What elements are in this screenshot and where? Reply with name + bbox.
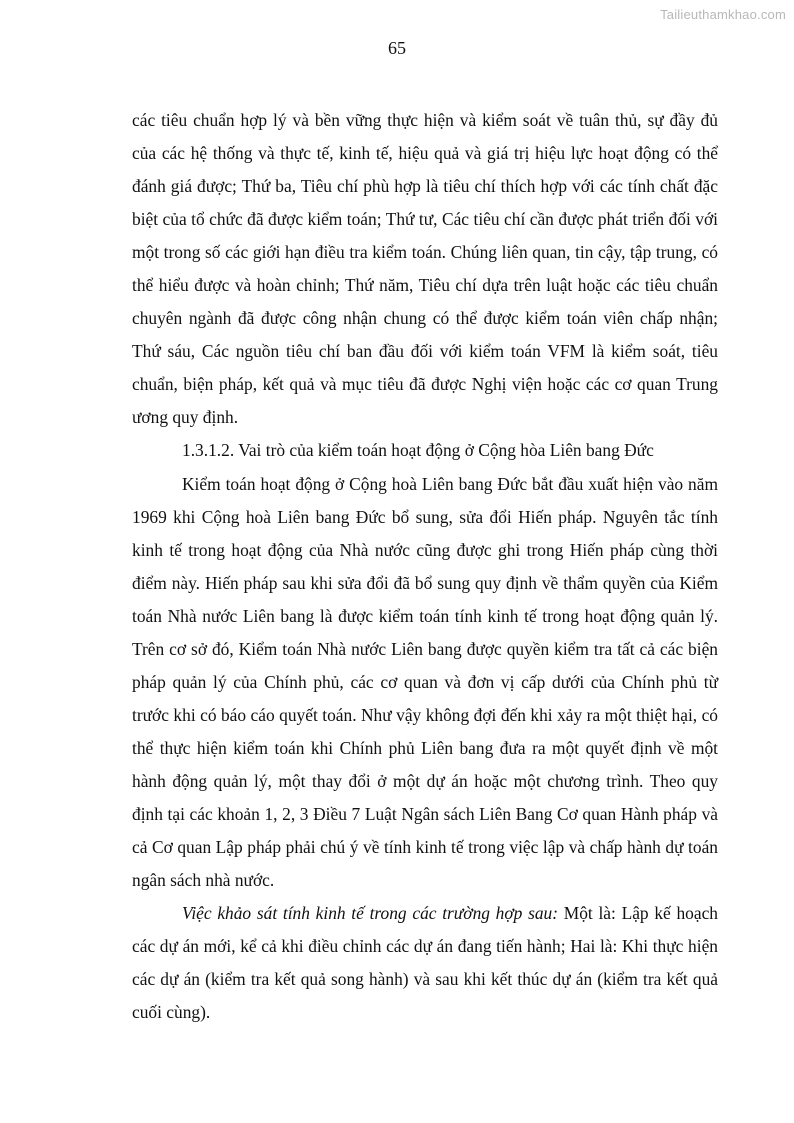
watermark-text: Tailieuthamkhao.com [660, 7, 786, 22]
document-body [132, 104, 718, 1029]
paragraph-criteria: các tiêu chuẩn hợp lý và bền vững thực hiện và kiểm soát về tuân thủ, sự đầy đủ của các hệ thống và thực tế, kinh tế, hiệu quả và giá trị hiệu lực hoạt động có thể đánh giá được; Thứ ba, Tiêu chí phù hợp là tiêu chí thích hợp với các tính chất đặc biệt của tổ chức đã được kiểm toán; Thứ tư, Các tiêu chí cần được phát triển đối với một trong số các giới hạn điều tra kiểm toán. Chúng liên quan, tin cậy, tập trung, có thể hiểu được và hoàn chỉnh; Thứ năm, Tiêu chí dựa trên luật hoặc các tiêu chuẩn chuyên ngành đã được công nhận chung có thể được kiểm toán viên chấp nhận; Thứ sáu, Các nguồn tiêu chí ban đầu đối với kiểm toán VFM là kiểm soát, tiêu chuẩn, biện pháp, kết quả và mục tiêu đã được Nghị viện hoặc các cơ quan Trung ương quy định. [132, 110, 718, 428]
paragraph-remainder: Một là: Lập kế hoạch các dự án mới, kể cả khi điều chỉnh các dự án đang tiến hành; Hai là: Khi thực hiện các dự án (kiểm tra kết quả song hành) và sau khi kết thúc dự án (kiểm tra kết quả cuối cùng). [132, 903, 718, 1023]
paragraph-germany-audit: Kiểm toán hoạt động ở Cộng hoà Liên bang Đức bắt đầu xuất hiện vào năm 1969 khi Cộng hoà Liên bang Đức bổ sung, sửa đổi Hiến pháp. Nguyên tắc tính kinh tế trong hoạt động của Nhà nước cũng được ghi trong Hiến pháp cùng thời điểm này. Hiến pháp sau khi sửa đổi đã bổ sung quy định về thẩm quyền của Kiểm toán Nhà nước Liên bang là được kiểm toán tính kinh tế trong hoạt động quản lý. Trên cơ sở đó, Kiểm toán Nhà nước Liên bang được quyền kiểm tra tất cả các biện pháp quản lý của Chính phủ, các cơ quan và đơn vị cấp dưới của Chính phủ từ trước khi có báo cáo quyết toán. Như vậy không đợi đến khi xảy ra một thiệt hại, có thể thực hiện kiểm toán khi Chính phủ Liên bang đưa ra một quyết định về một hành động quản lý, một thay đổi ở một dự án hoặc một chương trình. Theo quy định tại các khoản 1, 2, 3 Điều 7 Luật Ngân sách Liên Bang Cơ quan Hành pháp và cả Cơ quan Lập pháp phải chú ý về tính kinh tế trong việc lập và chấp hành dự toán ngân sách nhà nước. [132, 473, 718, 891]
italic-lead-in: Việc khảo sát tính kinh tế trong các trường hợp sau: [182, 903, 559, 924]
section-heading: 1.3.1.2. Vai trò của kiểm toán hoạt động ở Cộng hòa Liên bang Đức [182, 440, 654, 461]
page-number: 65 [388, 38, 406, 58]
paragraph-economic-survey [132, 897, 718, 1029]
